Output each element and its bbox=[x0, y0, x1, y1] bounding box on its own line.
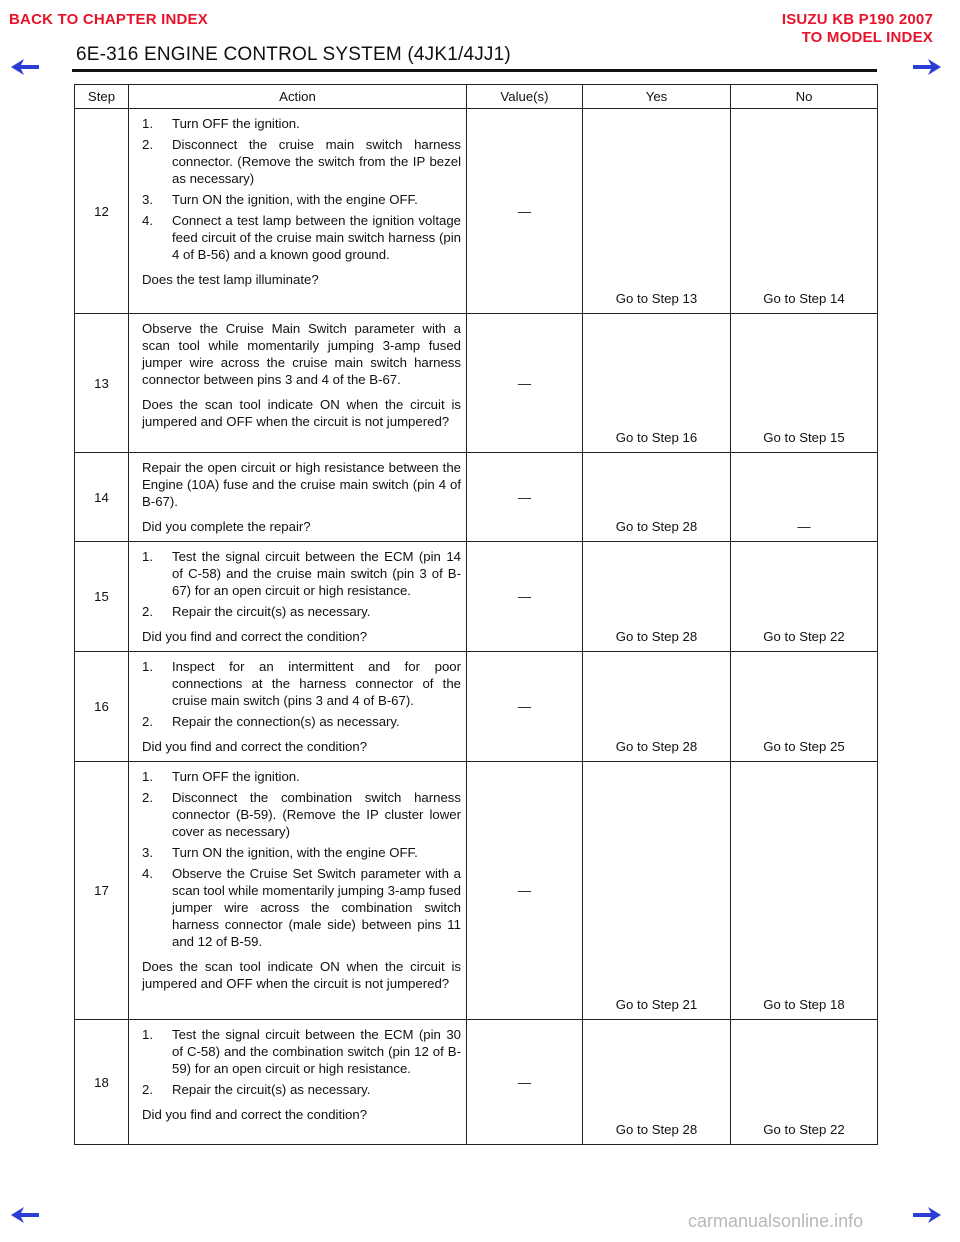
action-list-item bbox=[142, 1026, 461, 1077]
step-number: 18 bbox=[75, 1020, 129, 1145]
action-list bbox=[142, 658, 461, 730]
table-header-row bbox=[75, 85, 878, 109]
action-item-text: Turn OFF the ignition. bbox=[172, 116, 300, 131]
action-item-number: 3. bbox=[142, 845, 153, 860]
action-question: Does the test lamp illuminate? bbox=[142, 272, 319, 287]
action-text: Observe the Cruise Main Switch parameter with a scan tool while momentarily jumping 3-amp fused jumper wire across the cruise main switch harness connector between pins 3 and 4 of the B-67. bbox=[142, 321, 461, 387]
step-number: 13 bbox=[75, 314, 129, 453]
column-header-step: Step bbox=[75, 85, 129, 109]
value-cell: — bbox=[467, 1020, 583, 1145]
column-header-action: Action bbox=[129, 85, 467, 109]
arrow-right-icon[interactable] bbox=[912, 1206, 942, 1224]
action-list-item bbox=[142, 1081, 461, 1098]
step-number: 14 bbox=[75, 453, 129, 542]
action-list-item bbox=[142, 658, 461, 709]
action-cell bbox=[129, 762, 467, 1020]
to-model-index-link[interactable]: TO MODEL INDEX bbox=[801, 29, 933, 46]
column-header-yes: Yes bbox=[583, 85, 731, 109]
action-cell bbox=[129, 314, 467, 453]
action-item-text: Disconnect the cruise main switch harness connector. (Remove the switch from the IP bezel as necessary) bbox=[172, 137, 461, 186]
action-question: Does the scan tool indicate ON when the circuit is jumpered and OFF when the circuit is not jumpered? bbox=[142, 959, 461, 991]
value-cell: — bbox=[467, 453, 583, 542]
action-list bbox=[142, 548, 461, 620]
action-list-item bbox=[142, 789, 461, 840]
no-cell: Go to Step 14 bbox=[731, 109, 878, 314]
action-item-text: Repair the circuit(s) as necessary. bbox=[172, 604, 371, 619]
table-row bbox=[75, 314, 878, 453]
no-cell: — bbox=[731, 453, 878, 542]
action-list-item bbox=[142, 115, 461, 132]
action-item-number: 1. bbox=[142, 116, 153, 131]
action-item-text: Inspect for an intermittent and for poor connections at the harness connector of the cruise main switch (pins 3 and 4 of B-67). bbox=[172, 659, 461, 708]
yes-cell: Go to Step 13 bbox=[583, 109, 731, 314]
yes-cell: Go to Step 28 bbox=[583, 542, 731, 652]
action-item-number: 1. bbox=[142, 549, 153, 564]
no-cell: Go to Step 15 bbox=[731, 314, 878, 453]
action-question: Did you find and correct the condition? bbox=[142, 739, 368, 754]
action-item-text: Turn OFF the ignition. bbox=[172, 769, 300, 784]
no-cell: Go to Step 22 bbox=[731, 542, 878, 652]
action-list bbox=[142, 768, 461, 950]
action-question: Did you find and correct the condition? bbox=[142, 1107, 368, 1122]
title-rule bbox=[72, 69, 877, 72]
action-item-text: Test the signal circuit between the ECM (pin 30 of C-58) and the combination switch (pin 12 of B-59) for an open circuit or high resistance. bbox=[172, 1027, 461, 1076]
action-cell bbox=[129, 109, 467, 314]
page-title: 6E-316 ENGINE CONTROL SYSTEM (4JK1/4JJ1) bbox=[76, 44, 511, 65]
yes-cell: Go to Step 28 bbox=[583, 652, 731, 762]
arrow-left-icon[interactable] bbox=[10, 1206, 40, 1224]
action-item-text: Repair the circuit(s) as necessary. bbox=[172, 1082, 371, 1097]
action-item-number: 1. bbox=[142, 769, 153, 784]
model-index-title-link[interactable]: ISUZU KB P190 2007 bbox=[781, 11, 933, 28]
table-row bbox=[75, 109, 878, 314]
action-list-item bbox=[142, 713, 461, 730]
action-item-text: Connect a test lamp between the ignition voltage feed circuit of the cruise main switch harness (pin 4 of B-56) and a known good ground. bbox=[172, 213, 461, 262]
action-question: Does the scan tool indicate ON when the circuit is jumpered and OFF when the circuit is not jumpered? bbox=[142, 397, 461, 429]
table-row bbox=[75, 1020, 878, 1145]
value-cell: — bbox=[467, 109, 583, 314]
action-item-text: Disconnect the combination switch harness connector (B-59). (Remove the IP cluster lower cover as necessary) bbox=[172, 790, 461, 839]
table-row bbox=[75, 762, 878, 1020]
action-item-text: Turn ON the ignition, with the engine OFF. bbox=[172, 845, 418, 860]
action-item-number: 2. bbox=[142, 137, 153, 152]
action-list-item bbox=[142, 844, 461, 861]
value-cell: — bbox=[467, 314, 583, 453]
action-item-number: 2. bbox=[142, 714, 153, 729]
action-text: Repair the open circuit or high resistance between the Engine (10A) fuse and the cruise main switch (pin 4 of B-67). bbox=[142, 460, 461, 509]
no-cell: Go to Step 25 bbox=[731, 652, 878, 762]
action-item-text: Observe the Cruise Set Switch parameter with a scan tool while momentarily jumping 3-amp fused jumper wire across the combination switch harness connector (male side) between pins 11 and 12 of B-59. bbox=[172, 866, 461, 949]
no-cell: Go to Step 18 bbox=[731, 762, 878, 1020]
diagnostic-steps-table bbox=[74, 84, 878, 1145]
arrow-right-icon[interactable] bbox=[912, 58, 942, 76]
action-item-number: 1. bbox=[142, 659, 153, 674]
column-header-values: Value(s) bbox=[467, 85, 583, 109]
back-to-chapter-index-link[interactable]: BACK TO CHAPTER INDEX bbox=[9, 11, 208, 28]
action-question: Did you complete the repair? bbox=[142, 519, 311, 534]
table-row bbox=[75, 453, 878, 542]
action-item-text: Repair the connection(s) as necessary. bbox=[172, 714, 400, 729]
action-list-item bbox=[142, 548, 461, 599]
action-item-text: Turn ON the ignition, with the engine OFF. bbox=[172, 192, 418, 207]
step-number: 12 bbox=[75, 109, 129, 314]
action-cell bbox=[129, 453, 467, 542]
arrow-left-icon[interactable] bbox=[10, 58, 40, 76]
action-item-text: Test the signal circuit between the ECM (pin 14 of C-58) and the cruise main switch (pin 3 of B-67) for an open circuit or high resistance. bbox=[172, 549, 461, 598]
action-cell bbox=[129, 652, 467, 762]
action-item-number: 1. bbox=[142, 1027, 153, 1042]
yes-cell: Go to Step 21 bbox=[583, 762, 731, 1020]
table-row bbox=[75, 652, 878, 762]
action-item-number: 4. bbox=[142, 866, 153, 881]
no-cell: Go to Step 22 bbox=[731, 1020, 878, 1145]
watermark: carmanualsonline.info bbox=[688, 1211, 864, 1231]
value-cell: — bbox=[467, 542, 583, 652]
action-list-item bbox=[142, 136, 461, 187]
action-list-item bbox=[142, 768, 461, 785]
action-question: Did you find and correct the condition? bbox=[142, 629, 368, 644]
action-cell bbox=[129, 542, 467, 652]
yes-cell: Go to Step 28 bbox=[583, 453, 731, 542]
action-item-number: 2. bbox=[142, 604, 153, 619]
action-item-number: 2. bbox=[142, 790, 153, 805]
action-list-item bbox=[142, 865, 461, 950]
value-cell: — bbox=[467, 652, 583, 762]
action-list bbox=[142, 115, 461, 263]
step-number: 17 bbox=[75, 762, 129, 1020]
action-list-item bbox=[142, 212, 461, 263]
action-list bbox=[142, 1026, 461, 1098]
action-list-item bbox=[142, 191, 461, 208]
action-item-number: 4. bbox=[142, 213, 153, 228]
step-number: 16 bbox=[75, 652, 129, 762]
column-header-no: No bbox=[731, 85, 878, 109]
action-item-number: 3. bbox=[142, 192, 153, 207]
yes-cell: Go to Step 28 bbox=[583, 1020, 731, 1145]
action-cell bbox=[129, 1020, 467, 1145]
table-row bbox=[75, 542, 878, 652]
step-number: 15 bbox=[75, 542, 129, 652]
action-item-number: 2. bbox=[142, 1082, 153, 1097]
value-cell: — bbox=[467, 762, 583, 1020]
yes-cell: Go to Step 16 bbox=[583, 314, 731, 453]
action-list-item bbox=[142, 603, 461, 620]
